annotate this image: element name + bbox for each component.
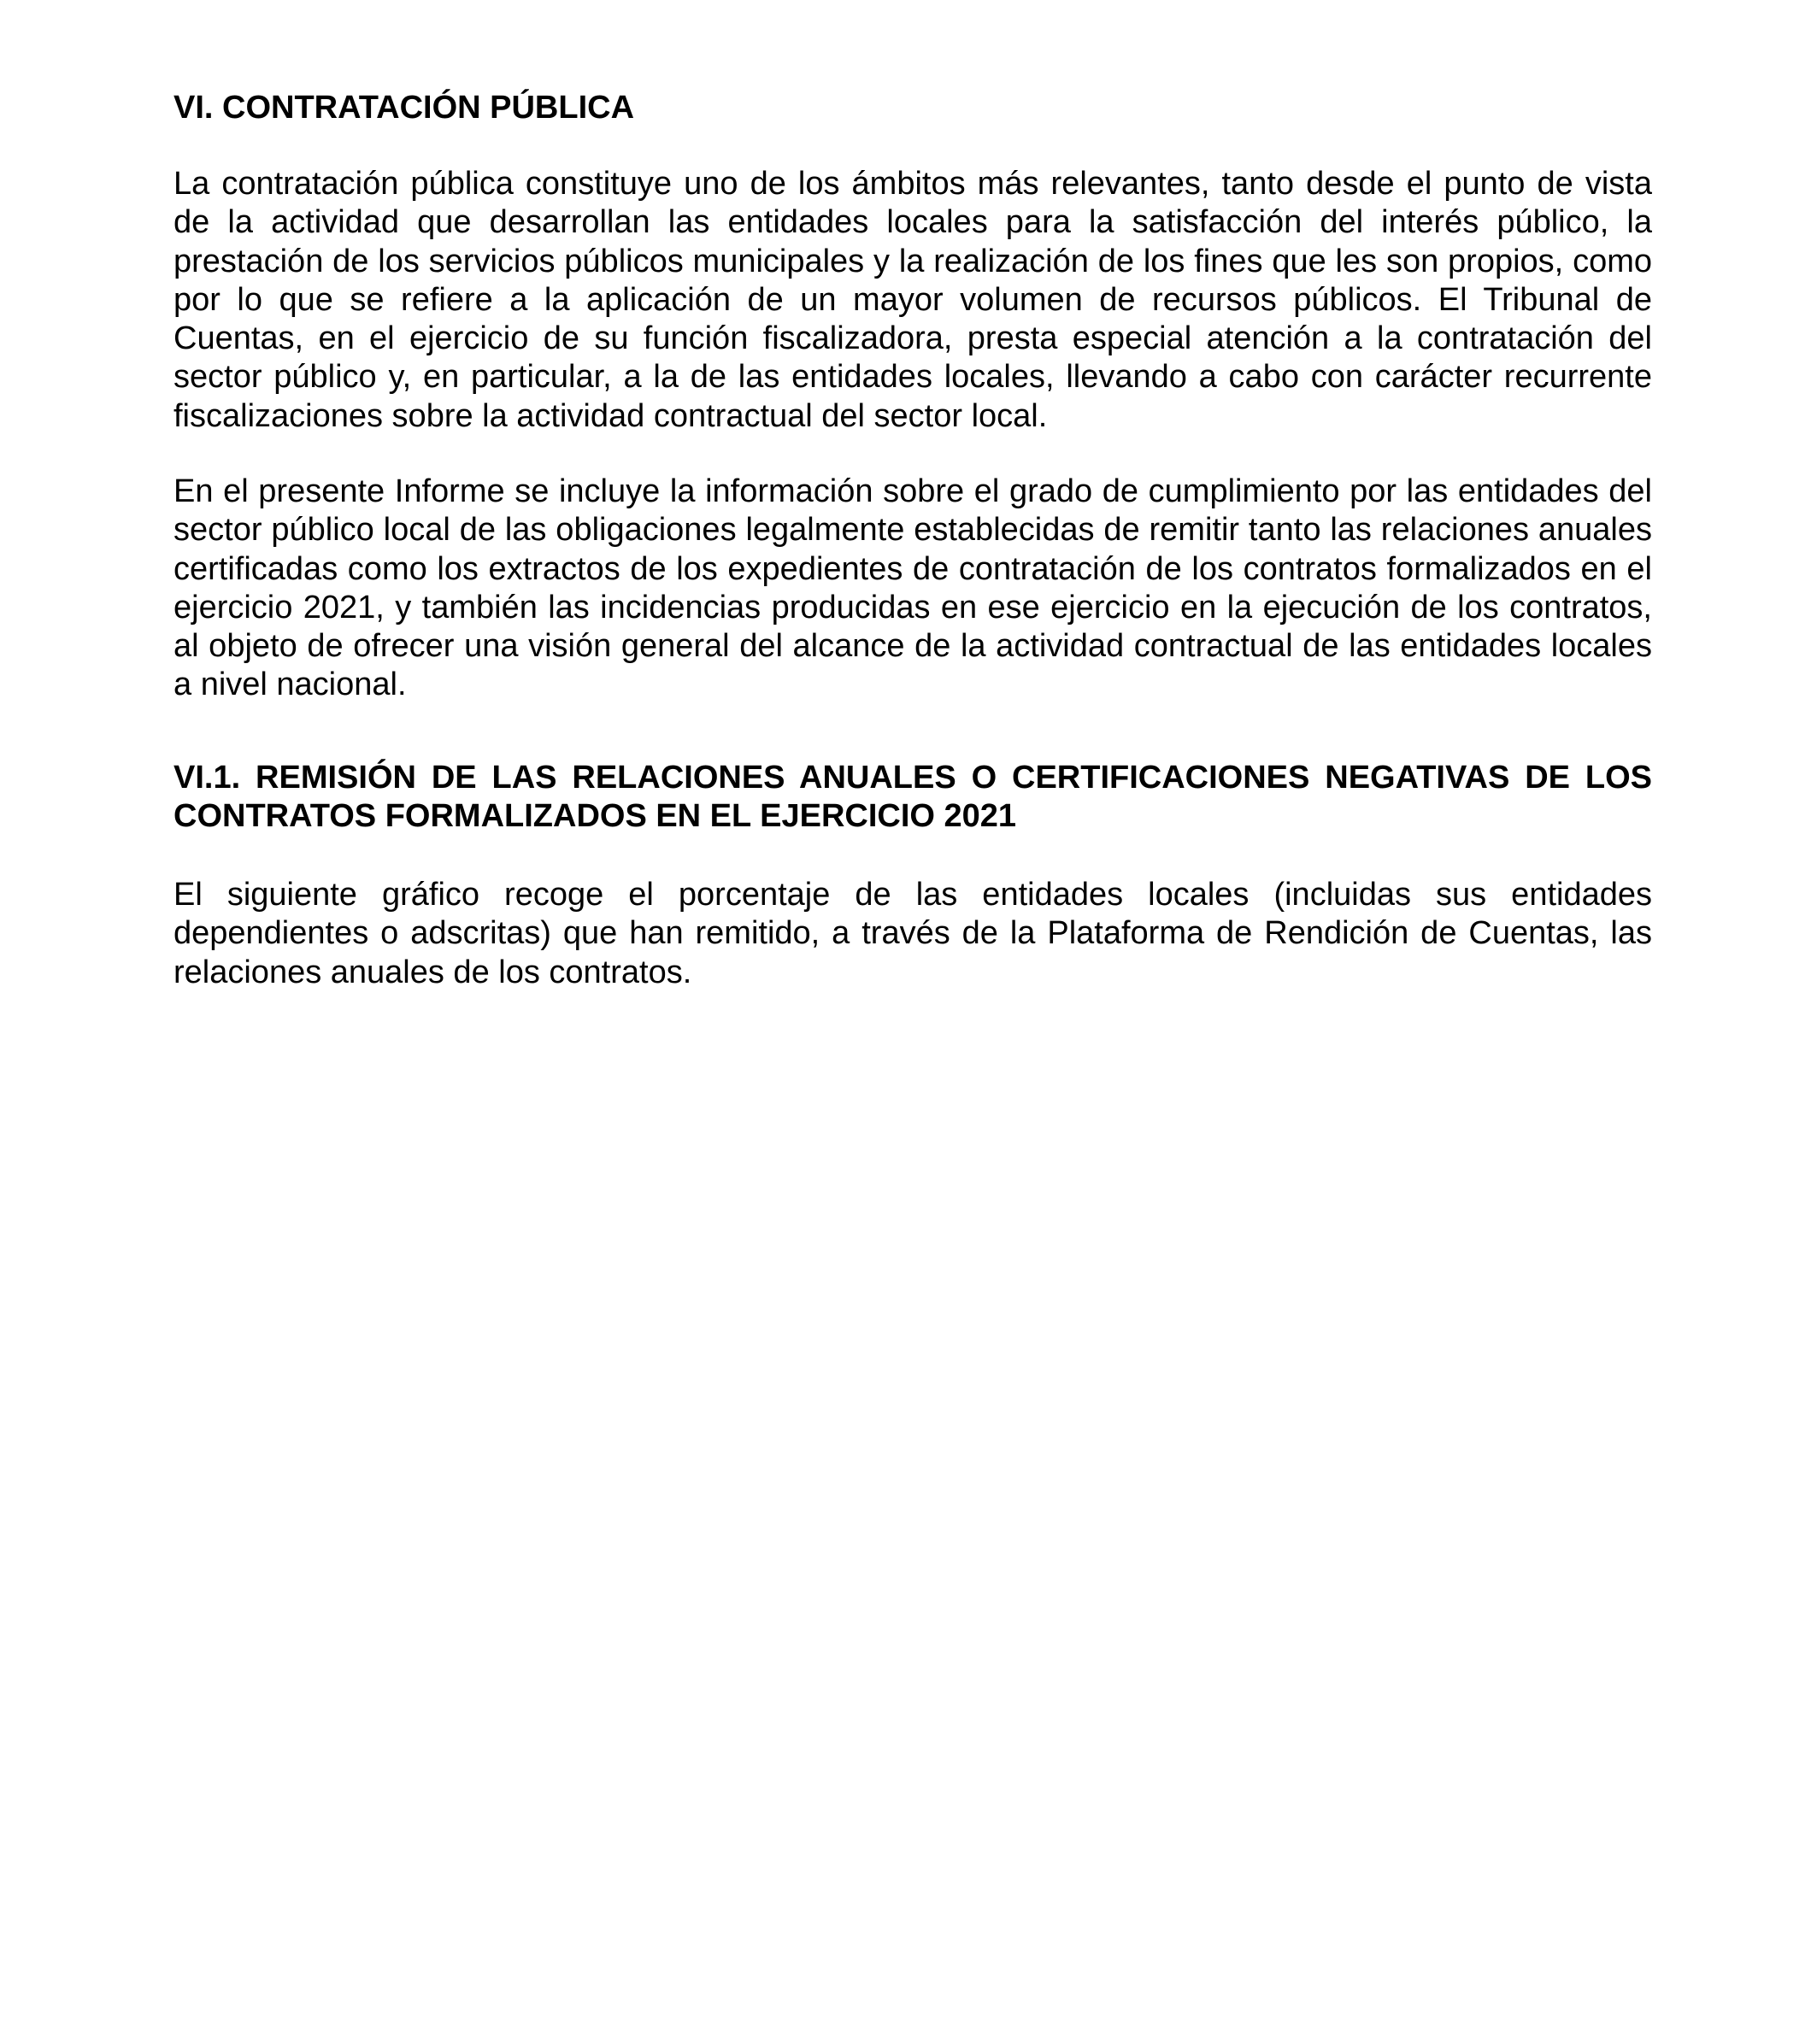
subsection-paragraph-1: El siguiente gráfico recoge el porcentaje de las entidades locales (incluidas sus entidades dependientes o adscritas) que han remitido, a través de la Plataforma de Rendición de Cuentas, las relaciones anuales de los contratos. <box>173 877 1652 990</box>
section-title: VI. CONTRATACIÓN PÚBLICA <box>173 90 635 126</box>
section-paragraph-1: La contratación pública constituye uno de los ámbitos más relevantes, tanto desde el punto de vista de la actividad que desarrollan las entidades locales para la satisfacción del interés público, la prestación de los servicios públicos municipales y la realización de los fines que les son propios, como por lo que se refiere a la aplicación de un mayor volumen de recursos públicos. El Tribunal de Cuentas, en el ejercicio de su función fiscalizadora, presta especial atención a la contratación del sector público y, en particular, a la de las entidades locales, llevando a cabo con carácter recurrente fiscalizaciones sobre la actividad contractual del sector local. <box>173 166 1652 434</box>
subsection-title: VI.1. REMISIÓN DE LAS RELACIONES ANUALES O CERTIFICACIONES NEGATIVAS DE LOS CONTRATOS FORMALIZADOS EN EL EJERCICIO 2021 <box>173 760 1652 834</box>
section-paragraph-2: En el presente Informe se incluye la información sobre el grado de cumplimiento por las entidades del sector público local de las obligaciones legalmente establecidas de remitir tanto las relaciones anuales certificadas como los extractos de los expedientes de contratación de los contratos formalizados en el ejercicio 2021, y también las incidencias producidas en ese ejercicio en la ejecución de los contratos, al objeto de ofrecer una visión general del alcance de la actividad contractual de las entidades locales a nivel nacional. <box>173 473 1652 703</box>
